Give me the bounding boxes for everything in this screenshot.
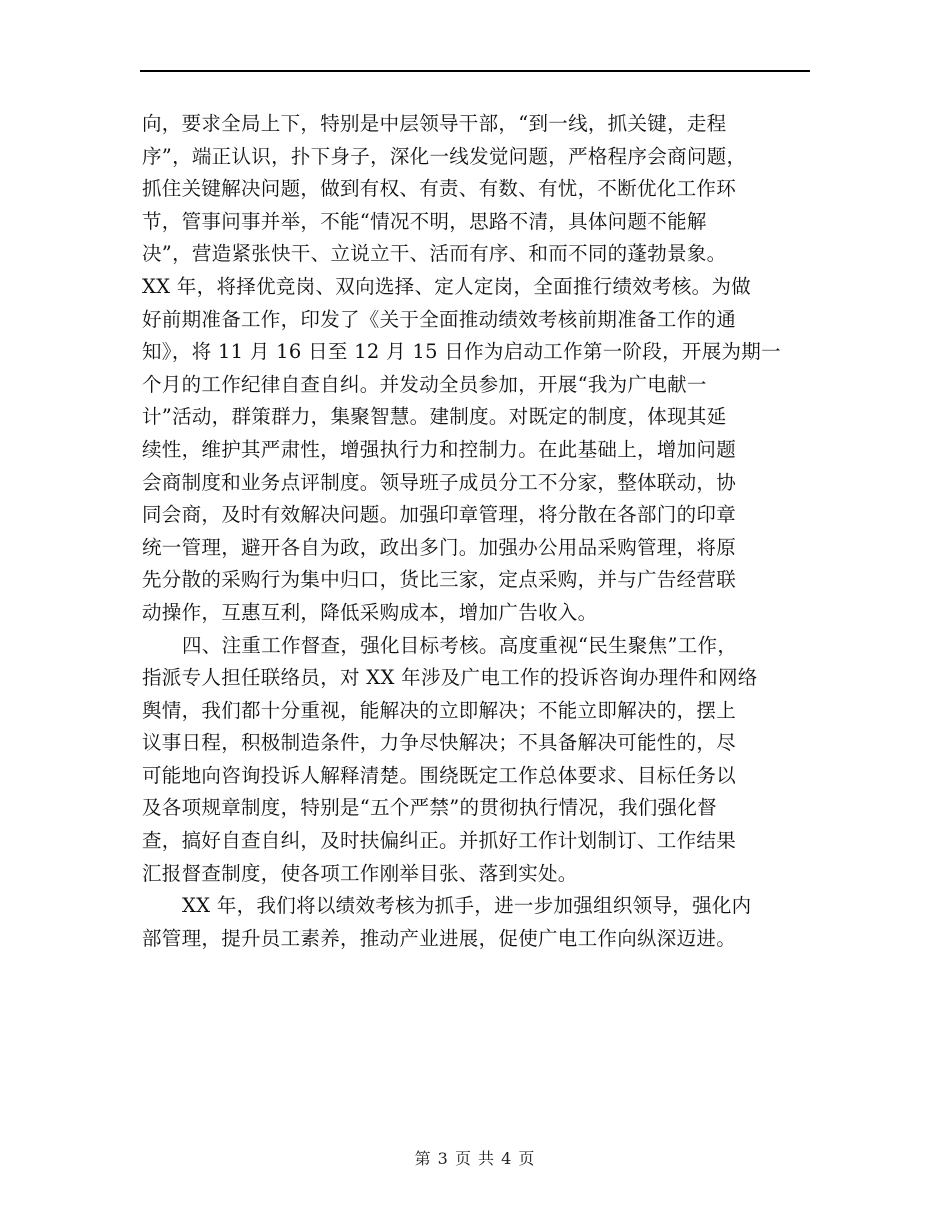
text-line: 先分散的采购行为集中归口，货比三家，定点采购，并与广告经营联 xyxy=(142,568,737,592)
text-line: 指派专人担任联络员，对 XX 年涉及广电工作的投诉咨询办理件和网络 xyxy=(142,666,758,690)
text-line: 节，管事问事并举，不能“情况不明，思路不清，具体问题不能解 xyxy=(142,209,707,233)
text-line: 汇报督查制度，使各项工作刚举目张、落到实处。 xyxy=(142,861,578,885)
text-line: 查，搞好自查自纠，及时扶偏纠正。并抓好工作计划制订、工作结果 xyxy=(142,829,737,853)
text-line: 动操作，互惠互利，降低采购成本，增加广告收入。 xyxy=(142,600,598,624)
paragraph-start-line: 四、注重工作督查，强化目标考核。高度重视“民生聚焦”工作， xyxy=(182,633,738,657)
text-line: 知》，将 11 月 16 日至 12 月 15 日作为启动工作第一阶段，开展为期一 xyxy=(142,340,781,364)
header-rule xyxy=(140,70,810,72)
text-line: 序”，端正认识，扑下身子，深化一线发觉问题，严格程序会商问题， xyxy=(142,144,747,168)
text-line: 计”活动，群策群力，集聚智慧。建制度。对既定的制度，体现其延 xyxy=(142,405,727,429)
text-line: 统一管理，避开各自为政，政出多门。加强办公用品采购管理，将原 xyxy=(142,535,737,559)
text-line: 会商制度和业务点评制度。领导班子成员分工不分家，整体联动，协 xyxy=(142,470,737,494)
text-line: XX 年，将择优竞岗、双向选择、定人定岗，全面推行绩效考核。为做 xyxy=(142,274,752,298)
text-line: 议事日程，积极制造条件，力争尽快解决；不具备解决可能性的，尽 xyxy=(142,731,737,755)
text-line: 同会商，及时有效解决问题。加强印章管理，将分散在各部门的印章 xyxy=(142,503,737,527)
text-line: 部管理，提升员工素养，推动产业进展，促使广电工作向纵深迈进。 xyxy=(142,926,737,950)
text-line: 好前期准备工作，印发了《关于全面推动绩效考核前期准备工作的通 xyxy=(142,307,737,331)
text-line: 续性，维护其严肃性，增强执行力和控制力。在此基础上，增加问题 xyxy=(142,437,737,461)
text-line: 可能地向咨询投诉人解释清楚。围绕既定工作总体要求、目标任务以 xyxy=(142,763,737,787)
page-number-footer: 第 3 页 共 4 页 xyxy=(414,1149,536,1168)
text-line: 决”，营造紧张快干、立说立干、活而有序、和而不同的蓬勃景象。 xyxy=(142,242,727,266)
text-line: 向，要求全局上下，特别是中层领导干部，“到一线，抓关键，走程 xyxy=(142,112,727,135)
body-text xyxy=(142,108,814,955)
text-line: 舆情，我们都十分重视，能解决的立即解决；不能立即解决的，摆上 xyxy=(142,698,737,722)
paragraph-start-line: XX 年，我们将以绩效考核为抓手，进一步加强组织领导，强化内 xyxy=(182,894,752,918)
text-line: 个月的工作纪律自查自纠。并发动全员参加，开展“我为广电献一 xyxy=(142,372,707,396)
text-line: 及各项规章制度，特别是“五个严禁”的贯彻执行情况，我们强化督 xyxy=(142,796,717,820)
text-line: 抓住关键解决问题，做到有权、有责、有数、有忧，不断优化工作环 xyxy=(142,177,737,201)
